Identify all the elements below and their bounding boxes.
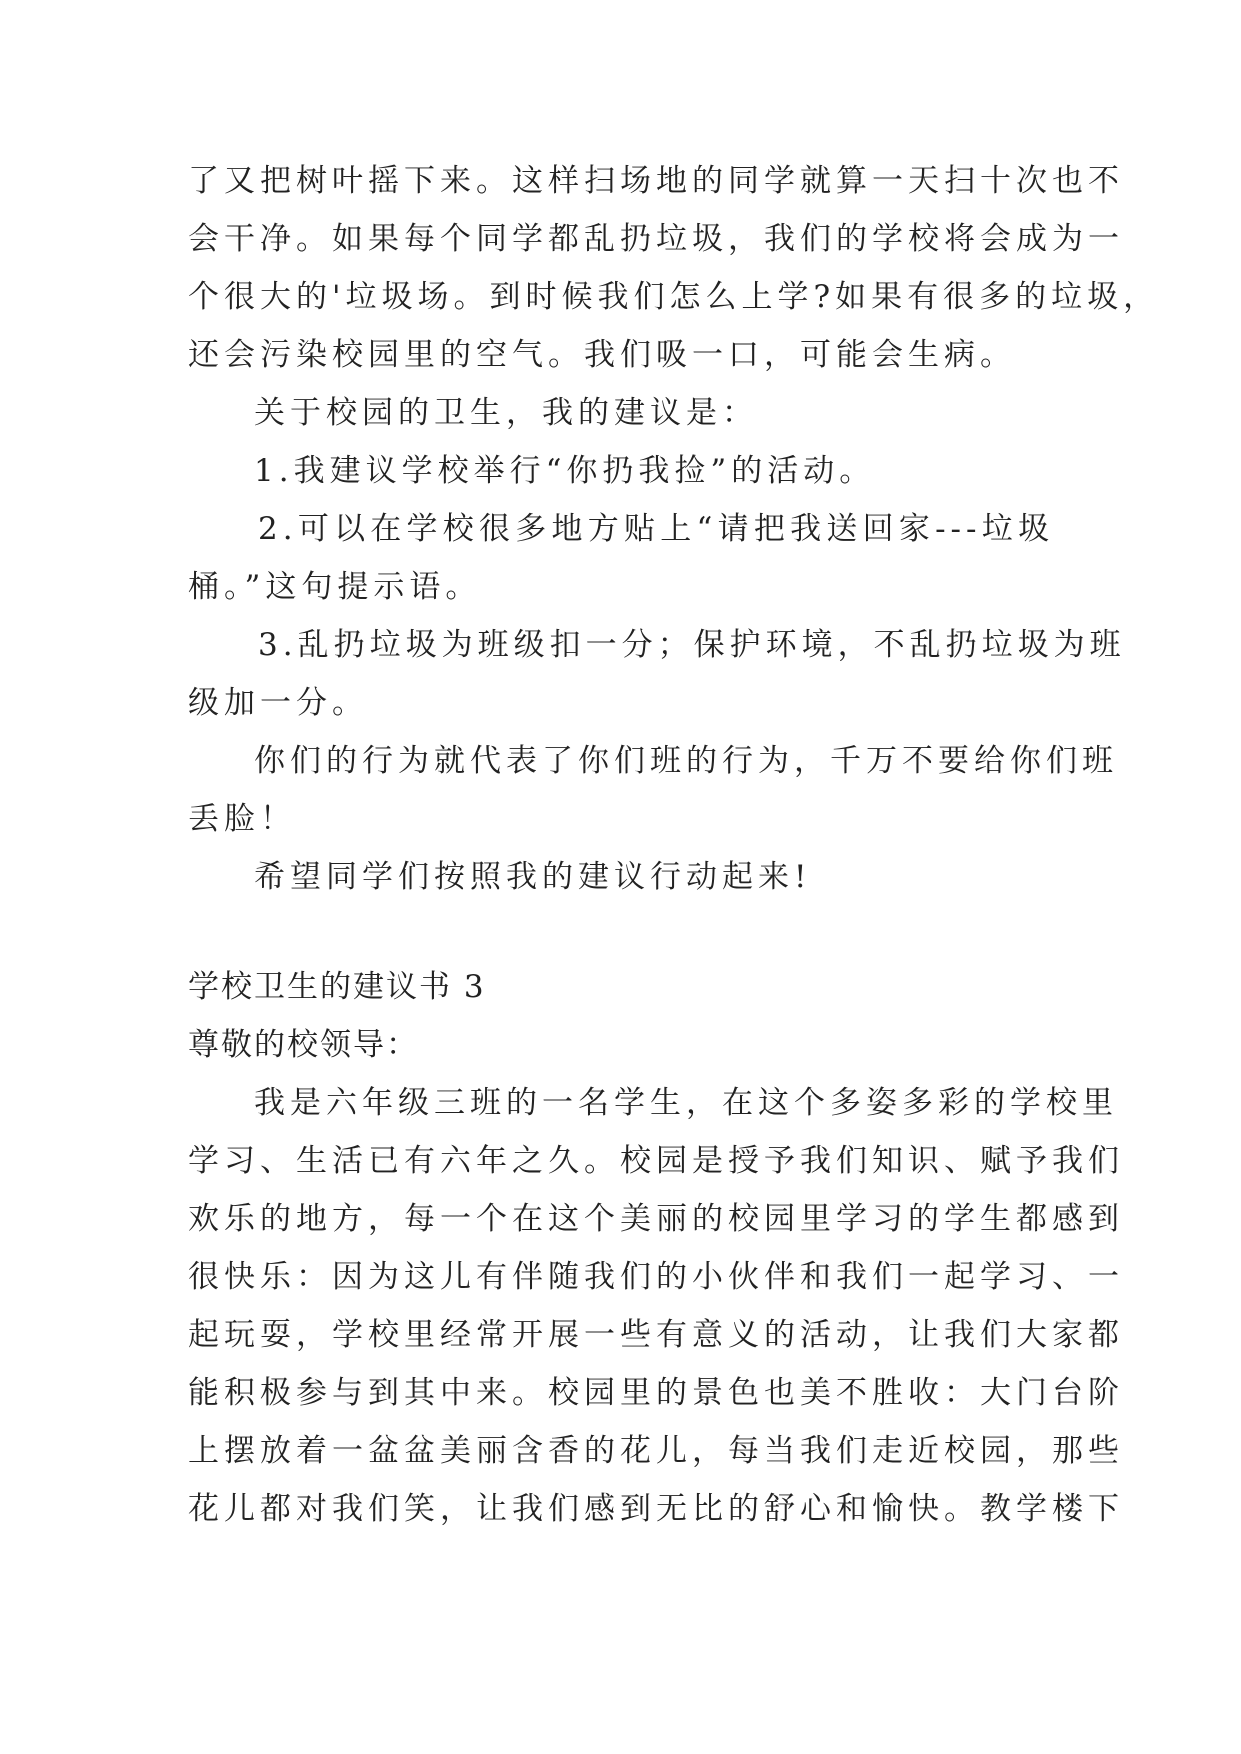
paragraph-line: 起玩耍，学校里经常开展一些有意义的活动，让我们大家都 xyxy=(188,1317,1124,1353)
behavior-paragraph-continued: 丢脸！ xyxy=(188,801,296,837)
closing-sentence: 希望同学们按照我的建议行动起来! xyxy=(254,859,812,895)
suggestion-item-2: 2.可以在学校很多地方贴上“请把我送回家---垃圾 xyxy=(258,511,1054,547)
section-spacer xyxy=(188,906,1054,958)
suggestion-intro: 关于校园的卫生，我的建议是： xyxy=(254,395,758,431)
document-body xyxy=(188,152,1160,1538)
suggestion-item-3-continued: 级加一分。 xyxy=(188,685,368,721)
paragraph-line: 能积极参与到其中来。校园里的景色也美不胜收：大门台阶 xyxy=(188,1375,1124,1411)
salutation: 尊敬的校领导： xyxy=(188,1027,419,1063)
paragraph-line: 欢乐的地方，每一个在这个美丽的校园里学习的学生都感到 xyxy=(188,1201,1124,1237)
paragraph-line: 了又把树叶摇下来。这样扫场地的同学就算一天扫十次也不 xyxy=(188,163,1124,199)
suggestion-item-2-continued: 桶。”这句提示语。 xyxy=(188,569,482,605)
suggestion-item-3: 3.乱扔垃圾为班级扣一分；保护环境，不乱扔垃圾为班 xyxy=(258,627,1126,663)
section-title: 学校卫生的建议书 3 xyxy=(188,969,486,1005)
paragraph-line: 会干净。如果每个同学都乱扔垃圾，我们的学校将会成为一 xyxy=(188,221,1124,257)
suggestion-item-1: 1.我建议学校举行“你扔我捡”的活动。 xyxy=(254,453,876,489)
paragraph-line: 还会污染校园里的空气。我们吸一口，可能会生病。 xyxy=(188,337,1016,373)
paragraph-line: 学习、生活已有六年之久。校园是授予我们知识、赋予我们 xyxy=(188,1143,1124,1179)
paragraph-line: 很快乐：因为这儿有伴随我们的小伙伴和我们一起学习、一 xyxy=(188,1259,1124,1295)
paragraph-line: 个很大的'垃圾场。到时候我们怎么上学?如果有很多的垃圾， xyxy=(188,279,1160,315)
paragraph-line: 我是六年级三班的一名学生，在这个多姿多彩的学校里 xyxy=(254,1085,1118,1121)
behavior-paragraph: 你们的行为就代表了你们班的行为，千万不要给你们班 xyxy=(254,743,1118,779)
paragraph-line: 上摆放着一盆盆美丽含香的花儿，每当我们走近校园，那些 xyxy=(188,1433,1124,1469)
paragraph-line: 花儿都对我们笑，让我们感到无比的舒心和愉快。教学楼下 xyxy=(188,1491,1124,1527)
